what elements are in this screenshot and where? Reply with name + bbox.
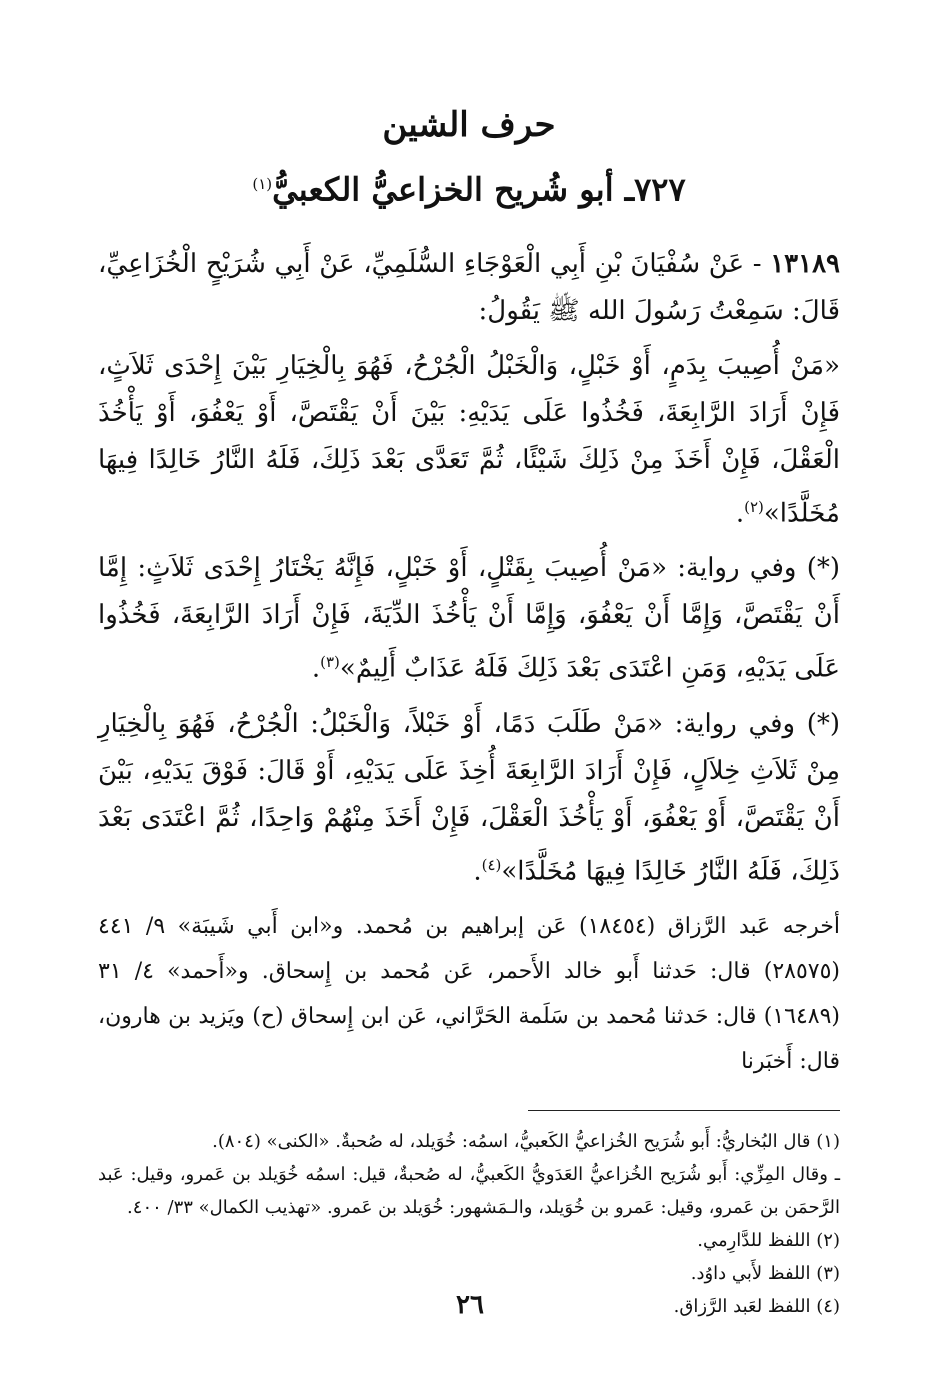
riwaya-text: (*) وفي رواية: «مَنْ أُصِيبَ بِقَتْلٍ، أَوْ خَبْلٍ، فَإِنَّهُ يَخْتَارُ إِحْدَى ثَلاَثٍ: إِمَّا أَنْ يَقْتَصَّ، وَإِمَّا أَنْ يَعْفُوَ، وَإِمَّا أَنْ يَأْخُذَ الدِّيَةَ، فَإِنْ أَرَادَ الرَّابِعَةَ، فَخُذُوا عَلَى يَدَيْهِ، وَمَنِ اعْتَدَى بَعْدَ ذَلِكَ فَلَهُ عَذَابٌ أَلِيمٌ» xyxy=(98,553,840,684)
footnote-ref: (٣) xyxy=(320,653,340,672)
entry-footnote-ref: (١) xyxy=(252,175,273,193)
riwaya-text: (*) وفي رواية: «مَنْ طَلَبَ دَمًا، أَوْ خَبْلاً، وَالْخَبْلُ: الْجُرْحُ، فَهُوَ بِالْخِيَارِ مِنْ ثَلاَثِ خِلاَلٍ، فَإِنْ أَرَادَ الرَّابِعَةَ أُخِذَ عَلَى يَدَيْهِ، أَوْ قَالَ: فَوْقَ يَدَيْهِ، بَيْنَ أَنْ يَقْتَصَّ، أَوْ يَعْفُوَ، أَوْ يَأْخُذَ الْعَقْلَ، فَإِنْ أَخَذَ مِنْهُمْ وَاحِدًا، ثُمَّ اعْتَدَى بَعْدَ ذَلِكَ، فَلَهُ النَّارُ خَالِدًا فِيهَا مُخَلَّدًا» xyxy=(98,708,840,887)
footnote: (٢) اللفظ للدَّارِمي. xyxy=(697,1229,840,1251)
footnote-ref: (٢) xyxy=(744,497,764,516)
entry-title xyxy=(98,155,840,219)
period: . xyxy=(735,498,745,529)
page-number: ٢٦ xyxy=(456,1290,484,1320)
page-body xyxy=(98,95,840,1323)
variant-riwaya xyxy=(98,545,840,693)
hadith-text: - عَنْ سُفْيَانَ بْنِ أَبِي الْعَوْجَاءِ السُّلَمِيِّ، عَنْ أَبِي شُرَيْحٍ الْخُزَاعِيِّ، قَالَ: سَمِعْتُ رَسُولَ الله ﷺ يَقُولُ: xyxy=(98,248,840,326)
period: . xyxy=(311,653,321,684)
footnote-ref: (٤) xyxy=(481,855,502,874)
footnote-divider xyxy=(528,1110,840,1111)
variant-riwaya xyxy=(98,701,840,896)
hadith-number: ١٣١٨٩ xyxy=(770,248,841,279)
chapter-title: حرف الشين xyxy=(382,105,556,145)
footnote: (٤) اللفظ لعَبد الرَّزاق. xyxy=(673,1295,840,1317)
footnote: (١) قال البُخاريُّ: أَبو شُرَيح الخُزاعيُّ الكَعبيُّ، اسمُه: خُوَيلد، له صُحبةٌ. «الكنى» (٨٠٤). xyxy=(212,1130,840,1152)
matn-text: «مَنْ أُصِيبَ بِدَمٍ، أَوْ خَبْلٍ، وَالْخَبْلُ الْجُرْحُ، فَهُوَ بِالْخِيَارِ بَيْنَ إِحْدَى ثَلاَثٍ، فَإِنْ أَرَادَ الرَّابِعَةَ، فَخُذُوا عَلَى يَدَيْهِ: بَيْنَ أَنْ يَقْتَصَّ، أَوْ يَعْفُوَ، أَوْ يَأْخُذَ الْعَقْلَ، فَإِنْ أَخَذَ مِنْ ذَلِكَ شَيْئًا، ثُمَّ تَعَدَّى بَعْدَ ذَلِكَ، فَلَهُ النَّارُ خَالِدًا فِيهَا مُخَلَّدًا» xyxy=(98,350,840,529)
entry-title-text: ٧٢٧ـ أبو شُريح الخزاعيُّ الكعبيُّ xyxy=(272,170,686,209)
footnote: (٣) اللفظ لأَبي داوُد. xyxy=(690,1262,840,1284)
period: . xyxy=(473,856,482,887)
takhrij-text: أخرجه عَبد الرَّزاق (١٨٤٥٤) عَن إبراهيم بن مُحمد. و«ابن أَبي شَيبَة» ٩/ ٤٤١ (٢٨٥٧٥) قال: حَدثنا أَبو خالد الأَحمر، عَن مُحمد بن إِسحاق. و«أَحمد» ٤/ ٣١ (١٦٤٨٩) قال: حَدثنا مُحمد بن سَلَمة الحَرَّاني، عَن ابن إِسحاق (ح) ويَزيد بن هارون، قال: أَخبَرنا xyxy=(98,913,841,1074)
hadith-matn xyxy=(98,343,840,538)
hadith-paragraph xyxy=(98,241,840,335)
footnote: ـ وقال المِزِّي: أَبو شُرَيح الخُزاعيُّ العَدَويُّ الكَعبيُّ، له صُحبةٌ، قيل: اسمُه خُوَيلد بن عَمرو، وقيل: عَبد الرَّحمَن بن عَمرو، وقيل: عَمرو بن خُوَيلد، والـمَشهور: خُوَيلد بن عَمرو. «تهذيب الكمال» ٣٣/ ٤٠٠. xyxy=(98,1163,840,1218)
